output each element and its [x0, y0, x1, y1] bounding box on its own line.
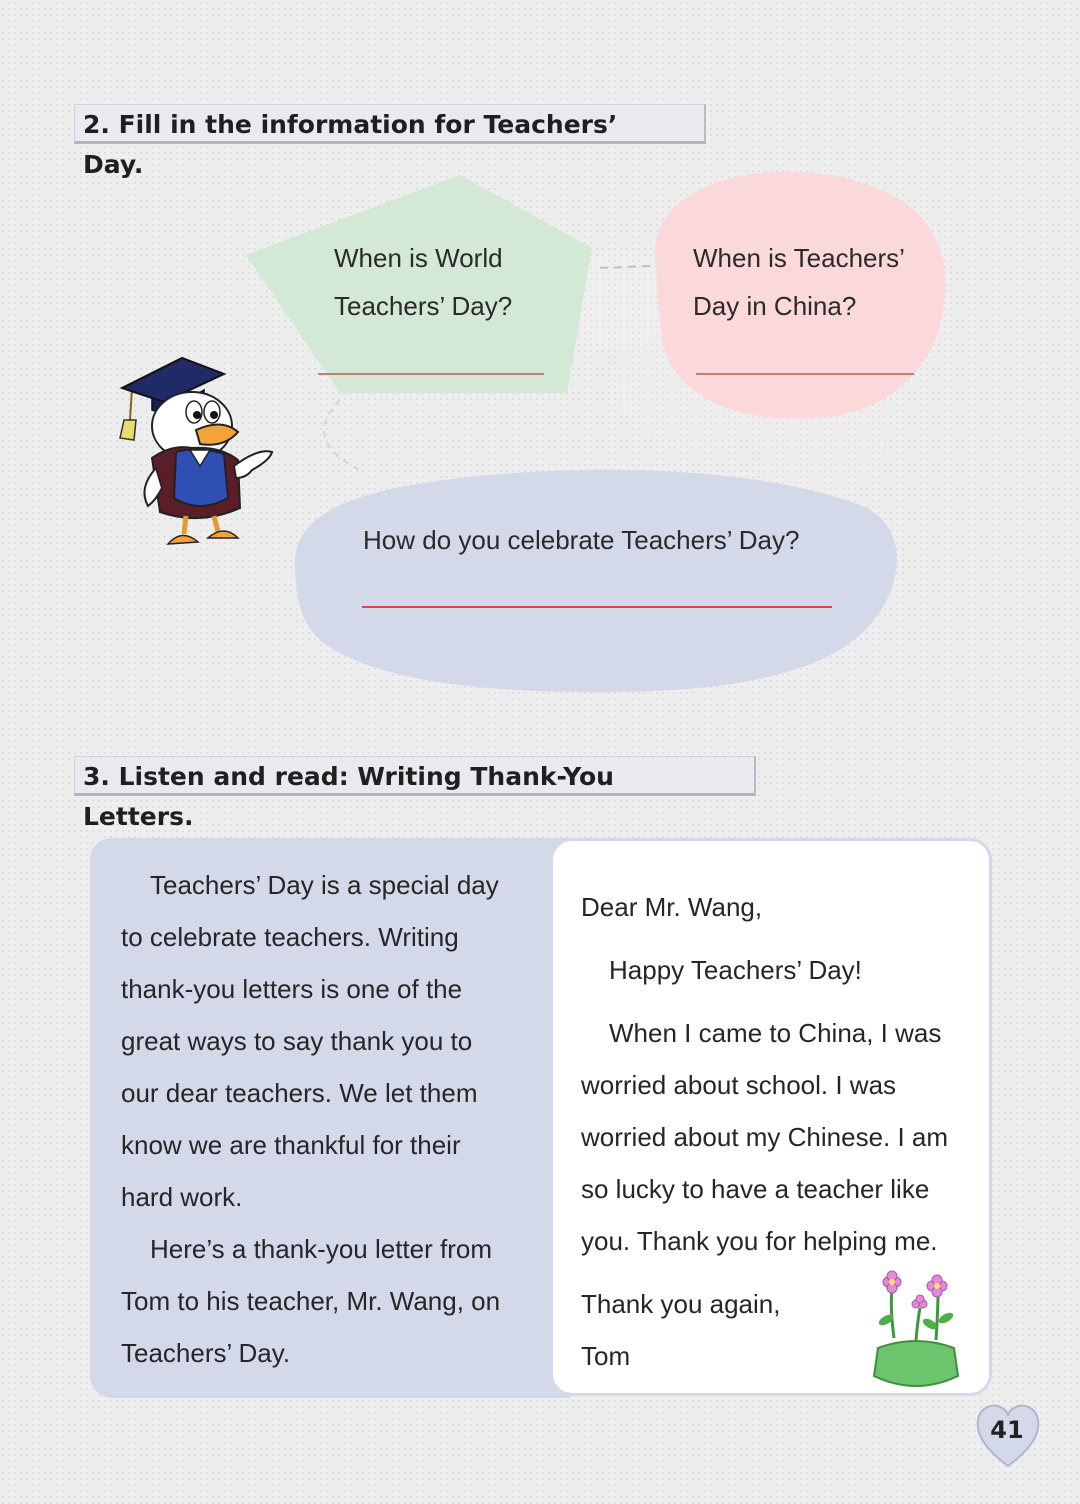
- passage-line: Here’s a thank-you letter from: [150, 1234, 492, 1264]
- question-world-teachers-day-line1: When is World: [334, 243, 503, 273]
- letter-salutation: Dear Mr. Wang,: [581, 892, 763, 922]
- letter-closing: Thank you again,: [581, 1289, 781, 1319]
- passage-line: know we are thankful for their: [121, 1130, 461, 1160]
- letter-body-line: you. Thank you for helping me.: [581, 1226, 938, 1256]
- section-3-heading: [74, 756, 756, 831]
- page-number-badge: [974, 1400, 1042, 1470]
- passage-line: Tom to his teacher, Mr. Wang, on: [121, 1286, 501, 1316]
- answer-line-world-teachers-day[interactable]: [318, 373, 544, 375]
- passage-line: to celebrate teachers. Writing: [121, 922, 459, 952]
- section-2-heading: [74, 104, 706, 179]
- letter-body-line: worried about my Chinese. I am: [581, 1122, 949, 1152]
- question-china-teachers-day-line1: When is Teachers’: [693, 243, 905, 273]
- passage-line: Teachers’ Day is a special day: [150, 870, 499, 900]
- letter-body-line: When I came to China, I was: [609, 1018, 942, 1048]
- passage-line: our dear teachers. We let them: [121, 1078, 478, 1108]
- answer-line-celebrate[interactable]: [362, 606, 832, 608]
- page-number: 41: [990, 1416, 1024, 1444]
- graduate-duck-illustration: [112, 348, 282, 554]
- question-celebrate-teachers-day: How do you celebrate Teachers’ Day?: [363, 525, 800, 555]
- letter-body-line: so lucky to have a teacher like: [581, 1174, 930, 1204]
- letter-greeting: Happy Teachers’ Day!: [609, 955, 862, 985]
- letter-signature: Tom: [581, 1341, 631, 1371]
- passage-line: hard work.: [121, 1182, 243, 1212]
- letter-body-line: worried about school. I was: [581, 1070, 897, 1100]
- section-3-heading-text: 3. Listen and read: Writing Thank-You Letters.: [83, 762, 614, 831]
- blue-blob: [295, 470, 897, 693]
- passage-line: Teachers’ Day.: [121, 1338, 291, 1368]
- answer-line-china-teachers-day[interactable]: [696, 373, 914, 375]
- section-2-heading-text: 2. Fill in the information for Teachers’ Day.: [83, 110, 618, 179]
- passage-line: thank-you letters is one of the: [121, 974, 463, 1004]
- passage-line: great ways to say thank you to: [121, 1026, 473, 1056]
- question-world-teachers-day-line2: Teachers’ Day?: [334, 291, 513, 321]
- flower-pot-illustration: [866, 1268, 966, 1392]
- question-china-teachers-day-line2: Day in China?: [693, 291, 857, 321]
